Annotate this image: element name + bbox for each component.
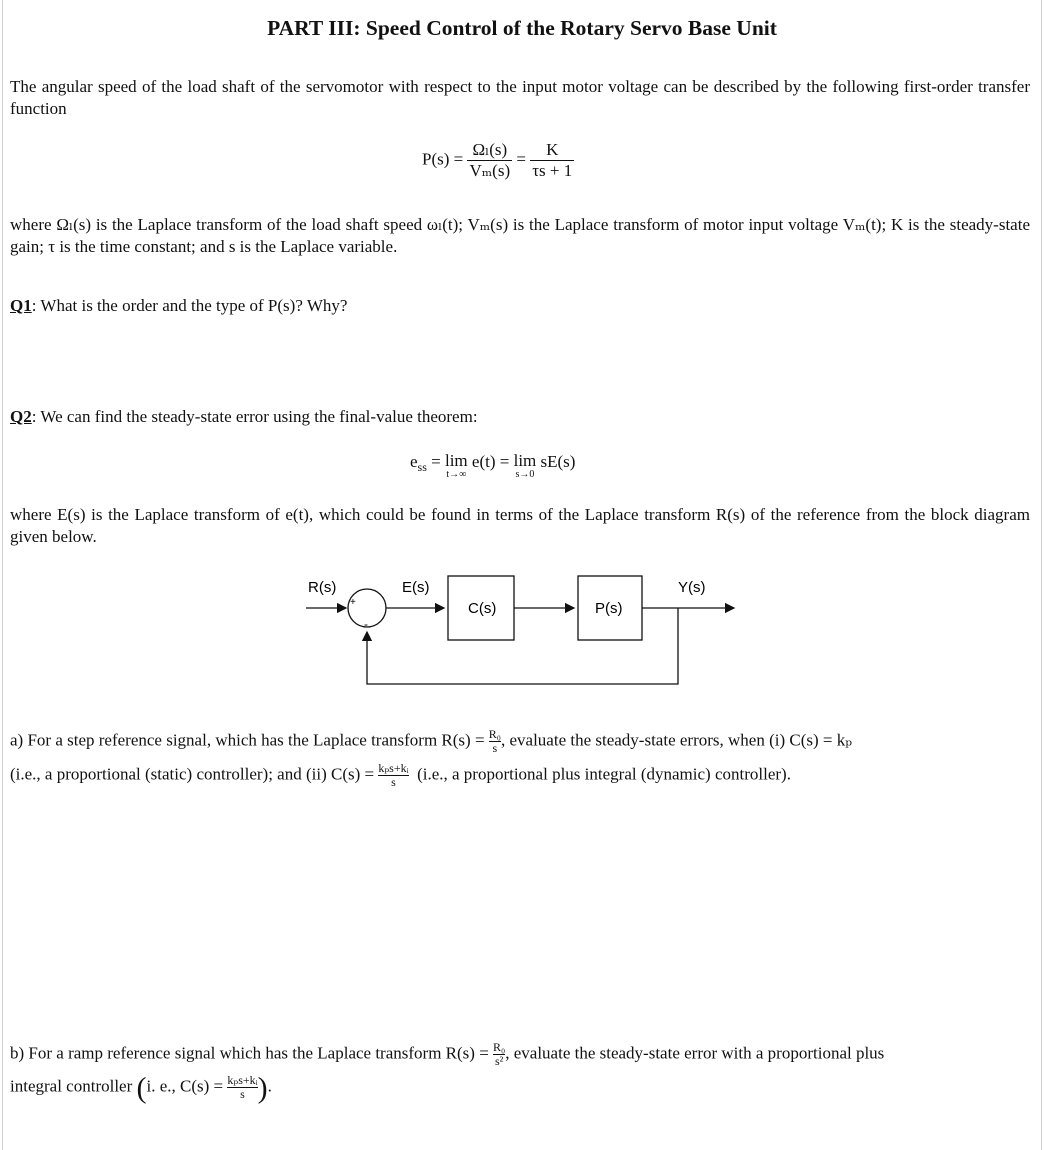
transfer-function-equation: [422, 140, 574, 181]
ess-eq1: =: [426, 452, 445, 471]
tf-fraction-2: [530, 140, 574, 181]
limit-t-label: lim: [444, 451, 468, 470]
limit-s-label: lim: [513, 451, 537, 470]
part-b-r-denominator: s²: [495, 1054, 504, 1068]
page-border-left: [2, 0, 3, 1150]
page-title: PART III: Speed Control of the Rotary Servo Base Unit: [267, 16, 777, 40]
steady-state-error-equation: [410, 452, 575, 480]
part-b-paren-close: ): [257, 1071, 268, 1105]
part-a-c-fraction: [378, 762, 408, 789]
part-b-c-numerator: kₚs+kᵢ: [227, 1073, 258, 1087]
part-a-line-2: [10, 762, 1030, 789]
part-b-line2-pre: integral controller: [10, 1076, 137, 1096]
part-b-c-denominator: s: [227, 1087, 257, 1101]
minus-sign: -: [364, 617, 368, 631]
part-a-r-numerator: R₀: [488, 727, 501, 741]
question-1: [10, 295, 1030, 317]
question-2: [10, 406, 1030, 428]
question-2-text: : We can find the steady-state error using the final-value theorem:: [31, 407, 478, 426]
ess-lhs-subscript: ss: [417, 460, 427, 474]
part-b-c-fraction: [227, 1074, 257, 1101]
part-a-line2-post: (i.e., a proportional plus integral (dynamic) controller).: [408, 764, 791, 784]
part-a-line2-pre: (i.e., a proportional (static) controller); and (ii) C(s) =: [10, 764, 379, 784]
tf-fraction-1: [467, 140, 512, 181]
e-label: E(s): [402, 579, 430, 596]
plus-sign: +: [350, 597, 356, 608]
part-b-end: .: [267, 1076, 272, 1096]
block-diagram: [290, 570, 750, 695]
part-a-c-denominator: s: [378, 775, 408, 789]
tf-equals: =: [516, 149, 526, 169]
question-1-label: Q1: [10, 296, 32, 315]
controller-block-label: C(s): [468, 600, 497, 617]
question-2-label: Q2: [10, 407, 32, 426]
part-a-r-fraction: [489, 728, 501, 755]
part-b-line1-pre: b) For a ramp reference signal which has the Laplace transform R(s) =: [10, 1043, 494, 1063]
part-b-r-fraction: [493, 1041, 505, 1068]
limit-s-under: s→0: [515, 469, 535, 480]
limit-s: [514, 452, 537, 480]
feedback-path: [367, 608, 678, 684]
tf-frac2-denominator: τs + 1: [532, 161, 573, 180]
part-b-line1-post: , evaluate the steady-state error with a proportional plus: [505, 1043, 885, 1063]
part-a-r-denominator: s: [489, 741, 501, 755]
page-border-right: [1041, 0, 1042, 1150]
limit-t: [445, 452, 468, 480]
part-b-ie-text: i. e., C(s) =: [146, 1076, 228, 1096]
part-b-line-2: [10, 1071, 1030, 1105]
part-b-paren-open: (: [136, 1071, 147, 1105]
part-a-line1-pre: a) For a step reference signal, which has the Laplace transform R(s) =: [10, 730, 489, 750]
plant-block-label: P(s): [595, 600, 623, 617]
ess-lhs: e: [410, 452, 418, 471]
part-b-r-numerator: R₀: [493, 1040, 506, 1054]
tf-lhs: P(s) =: [422, 149, 464, 169]
ess-expr2: sE(s): [536, 452, 576, 471]
y-label: Y(s): [678, 579, 706, 596]
r-label: R(s): [308, 579, 337, 596]
ess-expr1: e(t) =: [467, 452, 514, 471]
limit-t-under: t→∞: [446, 469, 467, 480]
question-1-text: : What is the order and the type of P(s)? Why?: [31, 296, 348, 315]
part-a-line1-post: , evaluate the steady-state errors, when (i) C(s) = kₚ: [500, 730, 853, 750]
part-a-line-1: [10, 728, 1030, 755]
part-b-line-1: [10, 1041, 1030, 1068]
where-e-paragraph: where E(s) is the Laplace transform of e(t), which could be found in terms of the Laplace transform R(s) of the reference from the block diagram given below.: [10, 505, 1030, 546]
tf-frac1-numerator: Ωₗ(s): [472, 140, 508, 159]
tf-frac2-numerator: K: [546, 140, 559, 159]
part-a-c-numerator: kₚs+kᵢ: [378, 761, 409, 775]
where-paragraph: where Ωₗ(s) is the Laplace transform of the load shaft speed ωₗ(t); Vₘ(s) is the Laplace transform of motor input voltage Vₘ(t); K is the steady-state gain; τ is the time constant; and s is the Laplace variable.: [10, 215, 1030, 256]
tf-frac1-denominator: Vₘ(s): [469, 161, 511, 180]
intro-paragraph: The angular speed of the load shaft of the servomotor with respect to the input motor voltage can be described by the following first-order transfer function: [10, 77, 1030, 118]
